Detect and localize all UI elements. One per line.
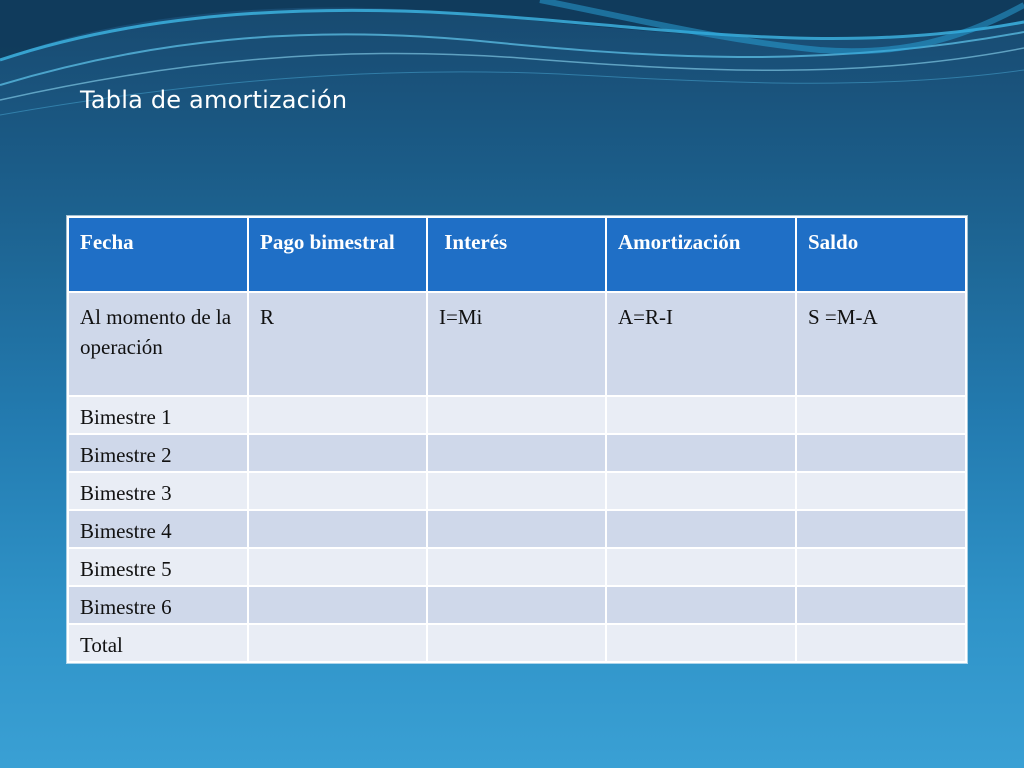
table-cell bbox=[606, 624, 796, 662]
table-row bbox=[68, 624, 966, 662]
table-row bbox=[68, 548, 966, 586]
table-cell bbox=[606, 434, 796, 472]
table-cell bbox=[427, 548, 606, 586]
table-row bbox=[68, 292, 966, 396]
table-cell: Bimestre 3 bbox=[68, 472, 248, 510]
table-cell: Bimestre 1 bbox=[68, 396, 248, 434]
table-cell bbox=[248, 510, 427, 548]
amortization-table bbox=[67, 216, 967, 663]
table-row bbox=[68, 586, 966, 624]
table-cell bbox=[606, 396, 796, 434]
header-pago-bimestral: Pago bimestral bbox=[248, 217, 427, 292]
table-cell bbox=[427, 586, 606, 624]
slide-title: Tabla de amortización bbox=[80, 86, 348, 114]
table-cell: Bimestre 5 bbox=[68, 548, 248, 586]
table-row bbox=[68, 434, 966, 472]
table-cell: I=Mi bbox=[427, 292, 606, 396]
table-cell bbox=[796, 510, 966, 548]
table-cell: Bimestre 4 bbox=[68, 510, 248, 548]
table-cell bbox=[248, 434, 427, 472]
table-cell bbox=[796, 434, 966, 472]
table-header-row bbox=[68, 217, 966, 292]
table-cell bbox=[606, 548, 796, 586]
table-cell: Bimestre 2 bbox=[68, 434, 248, 472]
table-cell bbox=[427, 396, 606, 434]
table-cell bbox=[796, 624, 966, 662]
table-cell bbox=[427, 472, 606, 510]
header-saldo: Saldo bbox=[796, 217, 966, 292]
table-cell bbox=[796, 586, 966, 624]
header-interes: Interés bbox=[427, 217, 606, 292]
table-cell: S =M-A bbox=[796, 292, 966, 396]
table-cell bbox=[606, 586, 796, 624]
table-cell bbox=[796, 472, 966, 510]
table-cell bbox=[796, 396, 966, 434]
table-cell bbox=[606, 510, 796, 548]
header-fecha: Fecha bbox=[68, 217, 248, 292]
table-cell bbox=[427, 434, 606, 472]
table-cell: Al momento de la operación bbox=[68, 292, 248, 396]
table-cell: A=R-I bbox=[606, 292, 796, 396]
header-amortizacion: Amortización bbox=[606, 217, 796, 292]
table-cell bbox=[427, 624, 606, 662]
table-row bbox=[68, 396, 966, 434]
table-cell: Total bbox=[68, 624, 248, 662]
table-cell bbox=[606, 472, 796, 510]
table-cell bbox=[427, 510, 606, 548]
table-cell: R bbox=[248, 292, 427, 396]
table-cell bbox=[248, 472, 427, 510]
table-cell bbox=[248, 624, 427, 662]
table-cell bbox=[796, 548, 966, 586]
table-cell bbox=[248, 396, 427, 434]
table-cell bbox=[248, 586, 427, 624]
table-cell: Bimestre 6 bbox=[68, 586, 248, 624]
table-row bbox=[68, 510, 966, 548]
table-row bbox=[68, 472, 966, 510]
table-cell bbox=[248, 548, 427, 586]
